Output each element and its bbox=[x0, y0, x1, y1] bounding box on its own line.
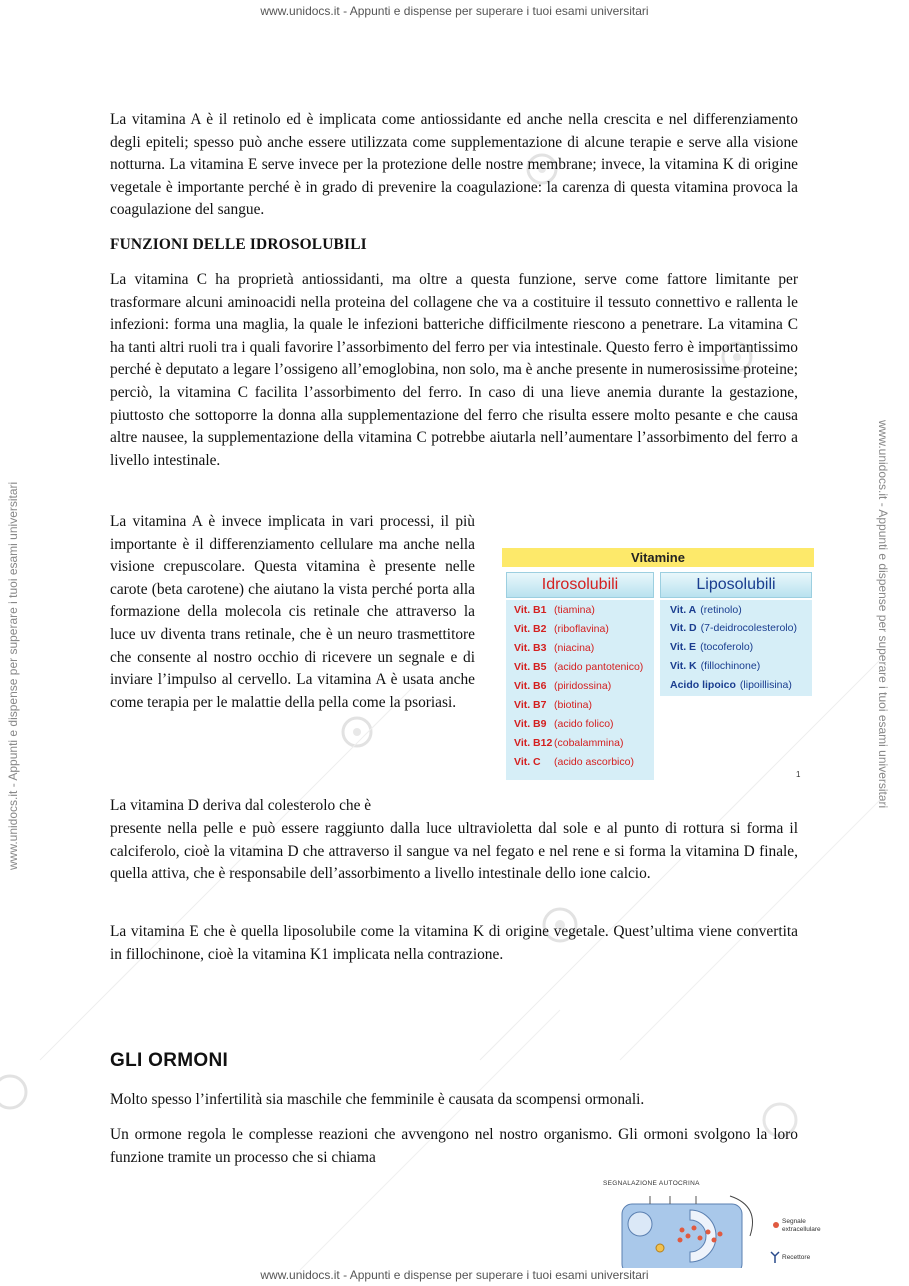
watermark-side-right: www.unidocs.it - Appunti e dispense per superare i tuoi esami universitari bbox=[876, 420, 890, 809]
idrosolubili-header: Idrosolubili bbox=[506, 572, 654, 598]
vitamin-row bbox=[514, 756, 634, 768]
vitamin-row bbox=[514, 718, 614, 730]
vitamin-desc: (7-deidrocolesterolo) bbox=[700, 622, 797, 634]
vitamin-desc: (tocoferolo) bbox=[700, 641, 754, 653]
vitamin-desc: (niacina) bbox=[554, 642, 595, 654]
heading-gli-ormoni: GLI ORMONI bbox=[110, 1050, 229, 1071]
heading-funzioni-idrosolubili: FUNZIONI DELLE IDROSOLUBILI bbox=[110, 236, 367, 253]
vitamin-row bbox=[514, 604, 595, 616]
vitamin-desc: (retinolo) bbox=[700, 604, 742, 616]
vitamin-row bbox=[514, 680, 611, 692]
vitamin-name: Vit. B3 bbox=[514, 642, 547, 654]
vitamin-name: Vit. C bbox=[514, 756, 541, 768]
vitamin-name: Vit. A bbox=[670, 604, 697, 616]
paragraph-ormoni: Un ormone regola le complesse reazioni che avvengono nel nostro organismo. Gli ormoni svolgono la loro funzione tramite un processo che si chiama bbox=[110, 1126, 798, 1166]
vitamin-name: Vit. B9 bbox=[514, 718, 547, 730]
idrosolubili-list bbox=[506, 600, 654, 780]
vitamin-name: Vit. B6 bbox=[514, 680, 547, 692]
vitamin-row bbox=[514, 699, 592, 711]
vitamin-row bbox=[670, 641, 753, 653]
liposolubili-list bbox=[660, 600, 812, 696]
vitamin-desc: (tiamina) bbox=[554, 604, 595, 616]
paragraph-vitamin-d: presente nella pelle e può essere raggiunto dalla luce ultravioletta dal sole e al punto di rottura si forma il calciferolo, cioè la vitamina D che attraverso il sangue va nel fegato e nel rene e si forma la vitamina D finale, quella attiva, che è responsabile dell’assorbimento a livello intestinale dello ione calcio. bbox=[110, 820, 798, 883]
vitamin-name: Vit. K bbox=[670, 660, 697, 672]
legend-receptor: Recettore bbox=[782, 1254, 811, 1261]
vitamin-desc: (acido pantotenico) bbox=[554, 661, 644, 673]
vitamin-desc: (biotina) bbox=[554, 699, 592, 711]
vitamin-desc: (lipoillisina) bbox=[739, 679, 792, 691]
cell-diagram bbox=[600, 1188, 780, 1268]
paragraph-vitamin-a: La vitamina A è invece implicata in vari processi, il più importante è il differenziamento cellulare ma anche nella visione crepuscolare. Questa vitamina è presente nelle carote (beta carotene) che aiutano la vista perché porta alla formazione della molecola cis retinale che attraverso la luce uv diventa trans retinale, che è un neuro trasmettitore che consente al nostro occhio di ricevere un segnale e di inviare l’impulso al cervello. La vitamina A è usata anche come terapia per le malattie della pella come la psoriasi. bbox=[110, 513, 475, 711]
vitamin-desc: (acido ascorbico) bbox=[554, 756, 634, 768]
vitamine-title: Vitamine bbox=[502, 548, 814, 567]
signal-dot-icon bbox=[772, 1221, 780, 1229]
legend-signal: Segnale extracellulare bbox=[782, 1218, 821, 1233]
paragraph-vitamins-intro: La vitamina A è il retinolo ed è implicata come antiossidante ed anche nella crescita e nel differenziamento degli epiteli; spesso può anche essere utilizzata come supplementazione di alcune terapie e serve alla visione notturna. La vitamina E serve invece per la protezione delle nostre membrane; invece, la vitamina K di origine vegetale è importante perché è in grado di prevenire la coagulazione: la carenza di questa vitamina provoca la coagulazione del sangue. bbox=[110, 111, 798, 219]
vitamin-row bbox=[670, 622, 797, 634]
watermark-header: www.unidocs.it - Appunti e dispense per superare i tuoi esami universitari bbox=[260, 4, 649, 18]
paragraph-vitamin-c: La vitamina C ha proprietà antiossidanti, ma oltre a questa funzione, serve come fattore limitante per trasformare alcuni aminoacidi nella proteina del collagene che va a costituire il tessuto connettivo e rallenta le infezioni: forma una maglia, la quale le infezioni batteriche difficilmente riescono a penetrare. La vitamina C ha tanti altri ruoli tra i quali favorire l’assorbimento del ferro per via intestinale. Questo ferro è importantissimo perché è deputato a legare l’ossigeno all’emoglobina, non solo, ma è anche presente in numerosissime proteine; perciò, la vitamina C facilita l’assorbimento del ferro. In caso di una lieve anemia durante la gestazione, piuttosto che sottoporre la donna alla supplementazione del ferro che risulta essere molto pesante e che causa altre nausee, la supplementazione della vitamina C potrebbe aiutarla nell’aumentare l’assorbimento del ferro a livello intestinale. bbox=[110, 271, 798, 469]
watermark-side-left: www.unidocs.it - Appunti e dispense per superare i tuoi esami universitari bbox=[6, 481, 20, 870]
vitamin-desc: (riboflavina) bbox=[554, 623, 609, 635]
vitamin-row bbox=[670, 604, 742, 616]
vitamin-name: Vit. B12 bbox=[514, 737, 553, 749]
paragraph-vitamin-d-start: La vitamina D deriva dal colesterolo che è bbox=[110, 797, 372, 814]
vitamin-desc: (acido folico) bbox=[554, 718, 614, 730]
vitamin-row bbox=[514, 623, 609, 635]
vitamin-name: Acido lipoico bbox=[670, 679, 736, 691]
vitamine-table-figure bbox=[502, 548, 814, 782]
vitamin-desc: (cobalammina) bbox=[554, 737, 624, 749]
vitamin-name: Vit. E bbox=[670, 641, 697, 653]
receptor-icon bbox=[770, 1251, 780, 1263]
vitamin-name: Vit. B7 bbox=[514, 699, 547, 711]
vitamin-name: Vit. D bbox=[670, 622, 697, 634]
liposolubili-header: Liposolubili bbox=[660, 572, 812, 598]
vitamin-name: Vit. B1 bbox=[514, 604, 547, 616]
slide-number: 1 bbox=[796, 770, 801, 779]
vitamin-desc: (piridossina) bbox=[554, 680, 612, 692]
vitamin-row bbox=[670, 660, 760, 672]
paragraph-vitamin-e: La vitamina E che è quella liposolubile come la vitamina K di origine vegetale. Quest’ultima viene convertita in fillochinone, cioè la vitamina K1 implicata nella contrazione. bbox=[110, 923, 798, 963]
vitamin-row bbox=[514, 661, 643, 673]
vitamin-row bbox=[670, 679, 792, 691]
vitamin-desc: (fillochinone) bbox=[700, 660, 761, 672]
autocrine-signalling-figure bbox=[600, 1178, 830, 1268]
vitamin-row bbox=[514, 737, 623, 749]
vitamin-row bbox=[514, 642, 594, 654]
vitamin-name: Vit. B5 bbox=[514, 661, 547, 673]
figure-title: SEGNALAZIONE AUTOCRINA bbox=[603, 1180, 700, 1187]
watermark-footer: www.unidocs.it - Appunti e dispense per superare i tuoi esami universitari bbox=[260, 1268, 649, 1282]
paragraph-infertilita: Molto spesso l’infertilità sia maschile che femminile è causata da scompensi ormonali. bbox=[110, 1091, 645, 1108]
vitamin-name: Vit. B2 bbox=[514, 623, 547, 635]
